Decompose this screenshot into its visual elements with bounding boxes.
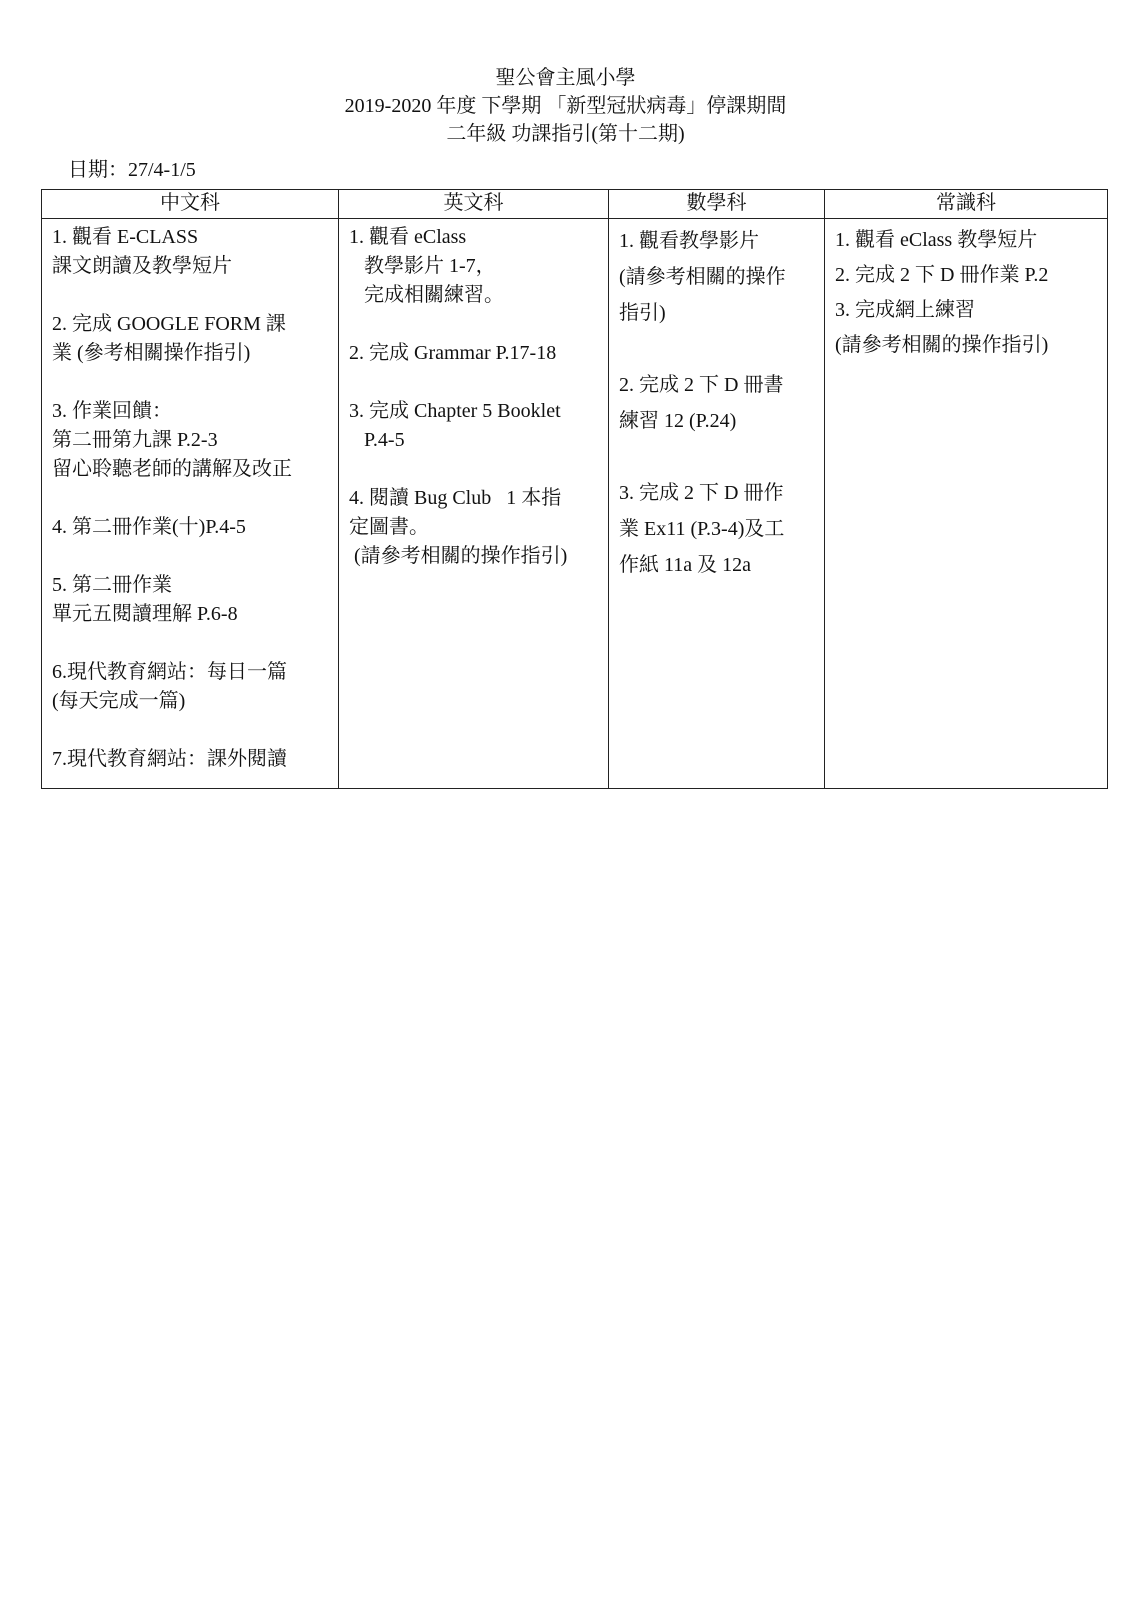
task-line: 課文朗讀及教學短片 [52, 255, 232, 277]
task-line: 指引) [619, 302, 666, 324]
task-line: 5. 第二冊作業 [52, 574, 172, 596]
task-line: 4. 閱讀 Bug Club 1 本指 [349, 487, 562, 509]
task-line: 業 (參考相關操作指引) [52, 342, 251, 364]
table-header-row [42, 190, 1108, 219]
task-line: P.4-5 [349, 429, 405, 451]
header-general-studies: 常識科 [825, 190, 1108, 219]
task-line: 教學影片 1-7， [349, 255, 496, 277]
task-line [52, 629, 330, 658]
task-line: 定圖書。 [349, 516, 429, 538]
task-line [52, 281, 330, 310]
task-line [349, 310, 600, 339]
header-chinese: 中文科 [42, 190, 339, 219]
document-header [0, 64, 1131, 148]
task-line: 3. 作業回饋： [52, 400, 172, 422]
task-line [349, 455, 600, 484]
task-line: 1. 觀看 eClass 教學短片 [835, 229, 1038, 251]
task-line: 3. 完成 2 下 D 冊作 [619, 482, 784, 504]
sheet-title: 二年級 功課指引(第十二期) [446, 123, 685, 145]
task-line: 留心聆聽老師的講解及改正 [52, 458, 292, 480]
task-line [52, 368, 330, 397]
task-line: 1. 觀看教學影片 [619, 230, 759, 252]
task-line [619, 331, 816, 367]
task-line [619, 439, 816, 475]
task-line: (請參考相關的操作指引) [349, 545, 568, 567]
task-line: (請參考相關的操作 [619, 266, 786, 288]
header-math: 數學科 [609, 190, 825, 219]
term-title: 2019-2020 年度 下學期 「新型冠狀病毒」停課期間 [344, 95, 787, 117]
task-line [349, 368, 600, 397]
task-line: 2. 完成 Grammar P.17-18 [349, 342, 557, 364]
task-line [52, 542, 330, 571]
task-line: 6.現代教育網站：每日一篇 [52, 661, 287, 683]
task-line: 2. 完成 2 下 D 冊作業 P.2 [835, 264, 1049, 286]
task-line: 作紙 11a 及 12a [619, 554, 752, 576]
task-line: 1. 觀看 eClass [349, 226, 467, 248]
task-line: 完成相關練習。 [349, 284, 504, 306]
task-line: 1. 觀看 E-CLASS [52, 226, 199, 248]
task-line: 3. 完成 Chapter 5 Booklet [349, 400, 561, 422]
task-line: (每天完成一篇) [52, 690, 186, 712]
school-name: 聖公會主風小學 [495, 67, 636, 89]
task-line: 2. 完成 2 下 D 冊書 [619, 374, 784, 396]
general-studies-tasks-cell [825, 219, 1108, 789]
table-row [42, 219, 1108, 789]
header-english: 英文科 [339, 190, 609, 219]
task-line: 2. 完成 GOOGLE FORM 課 [52, 313, 286, 335]
task-line: 7.現代教育網站：課外閱讀 [52, 748, 287, 770]
english-tasks-cell [339, 219, 609, 789]
chinese-tasks-cell [42, 219, 339, 789]
task-line [52, 716, 330, 745]
homework-table [41, 189, 1108, 789]
task-line [52, 484, 330, 513]
task-line: 業 Ex11 (P.3-4)及工 [619, 518, 785, 540]
task-line: 單元五閱讀理解 P.6-8 [52, 603, 238, 625]
task-line: 第二冊第九課 P.2-3 [52, 429, 218, 451]
task-line: 4. 第二冊作業(十)P.4-5 [52, 516, 246, 538]
math-tasks-cell [609, 219, 825, 789]
task-line: 練習 12 (P.24) [619, 410, 737, 432]
task-line: (請參考相關的操作指引) [835, 334, 1049, 356]
task-line: 3. 完成網上練習 [835, 299, 975, 321]
date-range: 日期：27/4-1/5 [68, 159, 196, 181]
